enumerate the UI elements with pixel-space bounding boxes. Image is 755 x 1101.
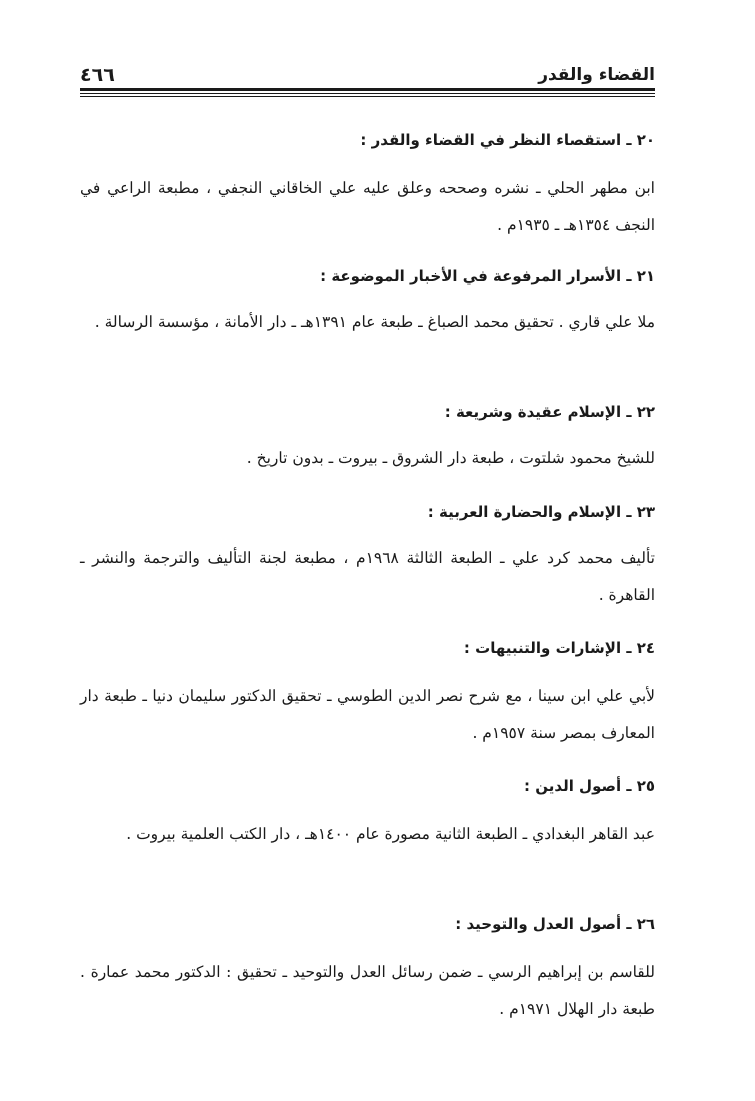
running-header xyxy=(80,60,655,90)
entry-heading-20: ٢٠ ـ استقصاء النظر في القضاء والقدر : xyxy=(360,131,655,149)
header-rule-thick xyxy=(80,88,655,91)
entry-body-20: ابن مطهر الحلي ـ نشره وصححه وعلق عليه علي الخاقاني النجفي ، مطبعة الراعي في النجف ١٣٥٤هـ ـ ١٩٣٥م . xyxy=(80,179,655,234)
book-title: القضاء والقدر xyxy=(538,65,655,85)
entry-body-23: تأليف محمد كرد علي ـ الطبعة الثالثة ١٩٦٨م ، مطبعة لجنة التأليف والترجمة والنشر ـ القاهرة . xyxy=(80,549,655,604)
header-rule-thin-2 xyxy=(80,96,655,97)
page-number: ٤٦٦ xyxy=(80,64,115,86)
entry-body-25: عبد القاهر البغدادي ـ الطبعة الثانية مصورة عام ١٤٠٠هـ ، دار الكتب العلمية بيروت . xyxy=(126,825,655,843)
entry-heading-22: ٢٢ ـ الإسلام عقيدة وشريعة : xyxy=(444,403,655,421)
entry-heading-26: ٢٦ ـ أصول العدل والتوحيد : xyxy=(455,915,655,933)
entry-body-26: للقاسم بن إبراهيم الرسي ـ ضمن رسائل العدل والتوحيد ـ تحقيق : الدكتور محمد عمارة . طبعة دار الهلال ١٩٧١م . xyxy=(80,963,655,1018)
book-page xyxy=(80,60,655,1018)
entry-heading-24: ٢٤ ـ الإشارات والتنبيهات : xyxy=(463,639,655,657)
entry-heading-21: ٢١ ـ الأسرار المرفوعة في الأخبار الموضوعة : xyxy=(320,267,655,285)
entry-body-24: لأبي علي ابن سينا ، مع شرح نصر الدين الطوسي ـ تحقيق الدكتور سليمان دنيا ـ طبعة دار المعارف بمصر سنة ١٩٥٧م . xyxy=(80,687,655,742)
entry-heading-23: ٢٣ ـ الإسلام والحضارة العربية : xyxy=(427,503,655,521)
entry-heading-25: ٢٥ ـ أصول الدين : xyxy=(524,777,655,795)
entry-body-22: للشيخ محمود شلتوت ، طبعة دار الشروق ـ بيروت ـ بدون تاريخ . xyxy=(246,449,655,467)
header-rule-thin xyxy=(80,93,655,94)
entry-body-21: ملا علي قاري . تحقيق محمد الصباغ ـ طبعة عام ١٣٩١هـ ـ دار الأمانة ، مؤسسة الرسالة . xyxy=(94,313,655,331)
header-rule xyxy=(80,88,655,100)
